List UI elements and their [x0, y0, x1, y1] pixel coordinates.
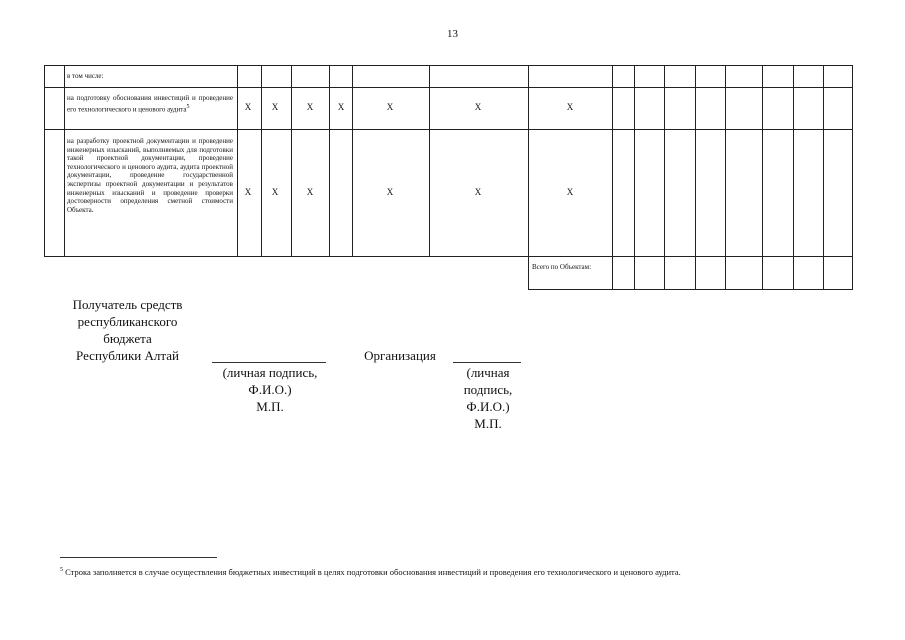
- table-column-line: [823, 256, 824, 290]
- cell-mark: Х: [337, 102, 345, 112]
- cell-mark: Х: [474, 187, 482, 197]
- organization-signature-line: [453, 362, 521, 363]
- table-column-line: [695, 256, 696, 290]
- table-row-line: [44, 129, 853, 130]
- organization-caption-line: (личная: [466, 365, 510, 380]
- table-column-line: [64, 65, 65, 257]
- table-column-line: [725, 65, 726, 257]
- table-row-line: [44, 65, 853, 66]
- organization-caption-line: подпись,: [463, 382, 513, 397]
- row-label-project-documentation: [67, 137, 233, 214]
- cell-mark: Х: [271, 187, 279, 197]
- table-column-line: [528, 65, 529, 257]
- recipient-title: [40, 296, 215, 364]
- table-column-line: [612, 256, 613, 290]
- table-column-line: [528, 256, 529, 290]
- table-column-line: [762, 65, 763, 257]
- table-column-line: [852, 256, 853, 290]
- organization-caption-line: М.П.: [474, 416, 502, 431]
- organization-title: Организация: [364, 348, 436, 363]
- table-column-line: [634, 256, 635, 290]
- footnote-divider: [60, 557, 217, 558]
- recipient-caption-line: Ф.И.О.): [248, 382, 292, 397]
- footnote: [60, 565, 850, 577]
- cell-mark: Х: [306, 187, 314, 197]
- cell-mark: Х: [566, 102, 574, 112]
- table-column-line: [852, 65, 853, 257]
- table-column-line: [762, 256, 763, 290]
- table-row-line: [44, 256, 853, 257]
- table-column-line: [291, 65, 292, 257]
- cell-mark: Х: [566, 187, 574, 197]
- footnote-reference: 5: [186, 103, 190, 110]
- page-number: 13: [447, 28, 458, 40]
- cell-mark: Х: [474, 102, 482, 112]
- row-label-investment-justification: [67, 94, 233, 114]
- cell-mark: Х: [306, 102, 314, 112]
- table-row-line: [44, 87, 853, 88]
- footnote-text: Строка заполняется в случае осуществления бюджетных инвестиций в целях подготовки обоснования инвестиций и проведения его технологического и ценового аудита.: [65, 566, 681, 577]
- cell-mark: Х: [244, 187, 252, 197]
- table-column-line: [329, 65, 330, 257]
- table-column-line: [695, 65, 696, 257]
- recipient-caption-line: (личная подпись,: [222, 365, 318, 380]
- cell-mark: Х: [386, 102, 394, 112]
- recipient-signature-caption: [200, 364, 340, 415]
- row-label-including: [67, 72, 233, 81]
- cell-mark: Х: [244, 102, 252, 112]
- organization-caption-line: Ф.И.О.): [466, 399, 510, 414]
- table-column-line: [793, 256, 794, 290]
- cell-mark: Х: [386, 187, 394, 197]
- table-column-line: [725, 256, 726, 290]
- table-column-line: [237, 65, 238, 257]
- table-column-line: [823, 65, 824, 257]
- organization-signature-caption: [440, 364, 536, 432]
- table-column-line: [261, 65, 262, 257]
- cell-mark: Х: [271, 102, 279, 112]
- table-column-line: [664, 256, 665, 290]
- row-label-text: в том числе:: [67, 72, 104, 80]
- footnote-marker: 5: [60, 567, 63, 573]
- table-column-line: [793, 65, 794, 257]
- recipient-signature-line: [212, 362, 326, 363]
- table-column-line: [44, 65, 45, 257]
- table-column-line: [352, 65, 353, 257]
- row-label-text: на подготовку обоснования инвестиций и проведение его технологического и ценового аудита: [67, 94, 233, 113]
- recipient-title-line: Получатель средств: [72, 297, 183, 312]
- table-column-line: [664, 65, 665, 257]
- recipient-title-line: Республики Алтай: [76, 348, 179, 363]
- table-column-line: [612, 65, 613, 257]
- recipient-title-line: республиканского: [77, 314, 178, 329]
- table-column-line: [634, 65, 635, 257]
- row-label-text: на разработку проектной документации и проведение инженерных изысканий, выполняемых для подготовки такой проектной документации, проведение технологического и ценового аудита, аудита проектной документации, проведение государственной экспертизы проектной документации и результатов инженерных изысканий и проведение проверки достоверности определения сметной стоимости Объекта.: [67, 137, 233, 214]
- table-row-line: [528, 289, 853, 290]
- recipient-caption-line: М.П.: [256, 399, 284, 414]
- table-column-line: [429, 65, 430, 257]
- total-label: Всего по Объектам:: [532, 263, 592, 271]
- recipient-title-line: бюджета: [103, 331, 152, 346]
